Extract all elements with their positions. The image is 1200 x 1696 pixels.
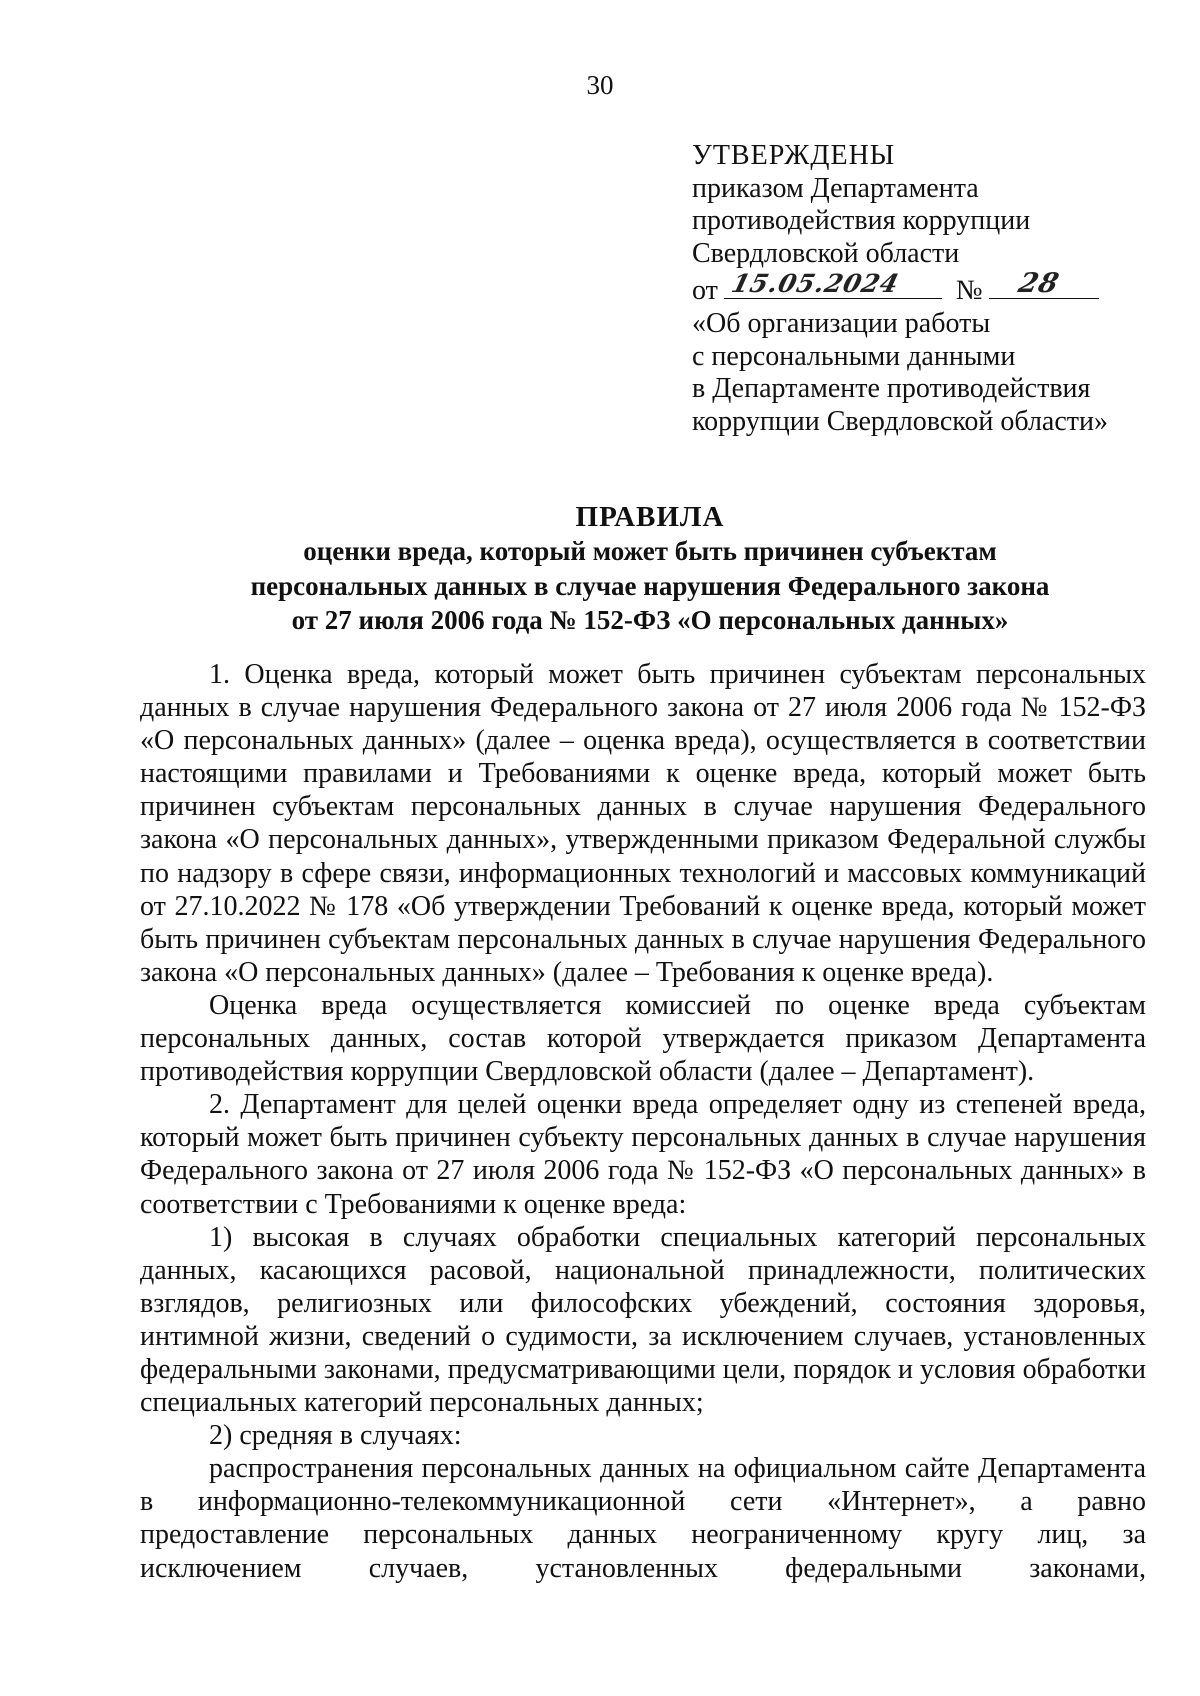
handwritten-number: 28 [1014, 267, 1063, 299]
order-number-field [989, 267, 1099, 299]
document-subtitle [120, 534, 1180, 638]
order-title-line: в Департаменте противодействия [692, 373, 1091, 405]
order-title-line: коррупции Свердловской области» [692, 405, 1109, 437]
order-title-line: «Об организации работы [692, 307, 991, 339]
paragraph-distribution: распространения персональных данных на официальном сайте Департамента в информационно-телекоммуникационной сети «Интернет», а равно предоставление персональных данных неограниченному кругу лиц, за исключением случаев, установленных федеральными законами, [140, 1453, 1146, 1584]
document-title: ПРАВИЛА [575, 501, 725, 533]
list-item-high: 1) высокая в случаях обработки специальных категорий персональных данных, касающихся расовой, национальной принадлежности, политических взглядов, религиозных или философских убеждений, состояния здоровья, интимной жизни, сведений о судимости, за исключением случаев, установленных федеральными законами, предусматривающими цели, порядок и условия обработки специальных категорий персональных данных; [140, 1221, 1146, 1419]
page-number: 30 [586, 70, 614, 100]
approval-line: Свердловской области [692, 237, 960, 269]
paragraph-1: 1. Оценка вреда, который может быть причинен субъектам персональных данных в случае нарушения Федерального закона от 27 июля 2006 года № 152-ФЗ «О персональных данных» (далее – оценка вреда), осуществляется в соответствии настоящими правилами и Требованиями к оценке вреда, который может быть причинен субъектам персональных данных в случае нарушения Федерального закона «О персональных данных», утвержденными приказом Федеральной службы по надзору в сфере связи, информационных технологий и массовых коммуникаций от 27.10.2022 № 178 «Об утверждении Требований к оценке вреда, который может быть причинен субъектам персональных данных в случае нарушения Федерального закона «О персональных данных» (далее – Требования к оценке вреда). [140, 659, 1146, 988]
handwritten-date: 15.05.2024 [728, 268, 903, 298]
paragraph-commission: Оценка вреда осуществляется комиссией по оценке вреда субъектам персональных данных, состав которой утверждается приказом Департамента противодействия коррупции Свердловской области (далее – Департамент). [140, 989, 1146, 1088]
order-title-line: с персональными данными [692, 340, 1016, 372]
approval-block [692, 140, 1162, 438]
document-title-block [120, 500, 1180, 638]
paragraph-2: 2. Департамент для целей оценки вреда определяет одну из степеней вреда, который может быть причинен субъекту персональных данных в случае нарушения Федерального закона от 27 июля 2006 года № 152-ФЗ «О персональных данных» в соответствии с Требованиями к оценке вреда: [140, 1089, 1146, 1220]
approval-line: приказом Департамента [692, 172, 979, 204]
approval-line: противодействия коррупции [692, 205, 1031, 237]
order-date-number-line [692, 267, 1162, 308]
subtitle-line: персональных данных в случае нарушения Федерального закона [250, 570, 1050, 601]
subtitle-line: оценки вреда, который может быть причинен субъектам [303, 536, 997, 566]
from-label: от [692, 275, 718, 307]
subtitle-line: от 27 июля 2006 года № 152-ФЗ «О персональных данных» [291, 605, 1009, 635]
document-body [140, 658, 1146, 1585]
number-label: № [955, 275, 983, 307]
list-item-medium: 2) средняя в случаях: [209, 1420, 462, 1452]
approval-heading: УТВЕРЖДЕНЫ [692, 140, 896, 171]
order-date-field [724, 270, 942, 299]
